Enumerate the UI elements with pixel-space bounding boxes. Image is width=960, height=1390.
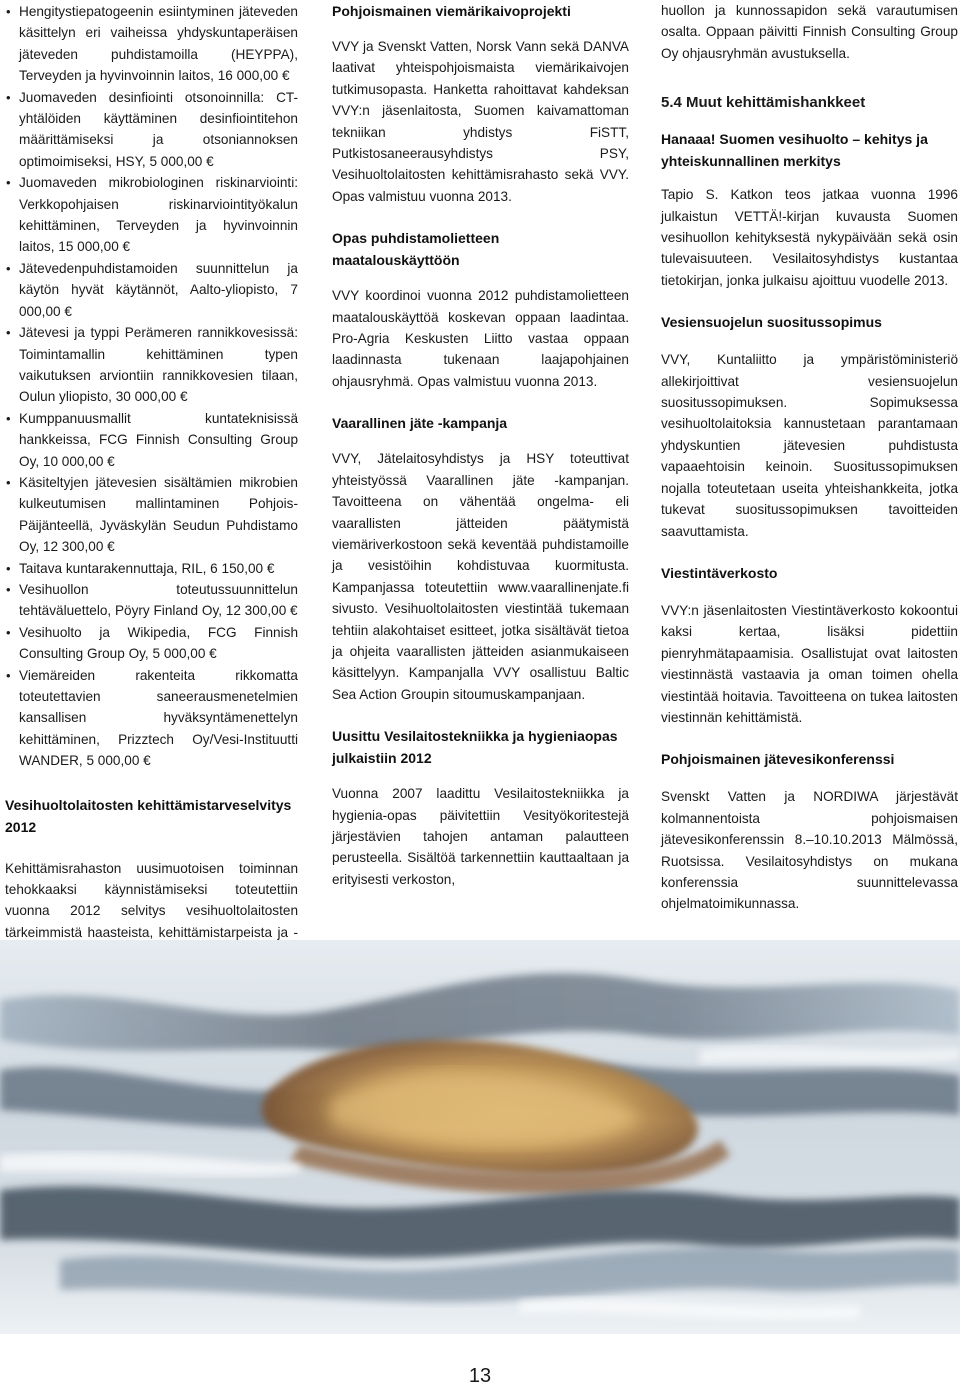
section-heading: Pohjoismainen viemärikaivoprojekti: [332, 3, 571, 19]
list-item: • Taitava kuntarakennuttaja, RIL, 6 150,00 €: [5, 558, 298, 579]
list-item: • Vesihuolto ja Wikipedia, FCG Finnish Consulting Group Oy, 5 000,00 €: [5, 622, 298, 665]
section-body: VVY koordinoi vuonna 2012 puhdistamolietteen maatalouskäyttöä koskevan oppaan laadintaa. Pro-Agria Keskusten Liitto vastaa oppaan laadinnasta tukenaan laajapohjainen ohjausryhmä. Opas valmistuu vuonna 2013.: [332, 288, 629, 389]
section-heading: Vesihuoltolaitosten kehittämistarveselvitys 2012: [5, 796, 292, 835]
list-item: • Hengitystiepatogeenin esiintyminen jäteveden käsittelyn eri vaiheissa yhdyskuntaperäisen jäteveden puhdistamoilla (HEYPPA), Terveyden ja hyvinvoinnin laitos, 16 000,00 €: [5, 1, 298, 87]
continued-paragraph: huollon ja kunnossapidon sekä varautumisen osalta. Oppaan päivitti Finnish Consulting Group Oy ohjausryhmän avustuksella.: [661, 3, 958, 61]
section-heading: Vesiensuojelun suositussopimus: [661, 314, 882, 331]
column-right: [661, 0, 958, 915]
water-reflection-illustration: [0, 940, 960, 1334]
section-body: VVY ja Svenskt Vatten, Norsk Vann sekä DANVA laativat yhteispohjoismaista viemärikaivojen tutkimusopasta. Hanketta rahoittavat kahdeksan VVY:n jäsenlaitosta, Suomen kaivamattoman tekniikan yhdistys FiSTT, Putkistosaneerausyhdistys PSY, Vesihuoltolaitosten kehittämisrahasto sekä VVY. Opas valmistuu vuonna 2013.: [332, 39, 629, 204]
section-body: VVY, Jätelaitosyhdistys ja HSY toteuttivat yhteistyössä Vaarallinen jäte -kampanjan. Tavoitteena on vähentää ongelma- eli vaarallisten jätteiden päätymistä viemäriverkostoon sekä keventää puhdistamoille ja vesistöihin kohdistuvaa kuormitusta. Kampanjassa toteutettiin www.vaarallinenjate.fi sivusto. Vesihuoltolaitosten viestintää tukemaan tehtiin alakohtaiset esitteet, jotka sisältävät tietoa ja ohjeita vaarallisten jätteiden asianmukaiseen käsittelyyn. Kampanjalla VVY osallistuu Baltic Sea Action Groupin sitoumuskampanjaan.: [332, 451, 629, 702]
water-reflection-photo: [0, 940, 960, 1334]
section-body: VVY, Kuntaliitto ja ympäristöministeriö allekirjoittivat vesiensuojelun suositussopimuksen. Sopimuksessa vesihuoltolaitoksia kannustetaan parantamaan yhdyskuntien jätevesien puhdistusta vapaaehtoisin keinoin. Suositussopimuksen nojalla toteutetaan useita yhteishankkeita, jotka tukevat suositussopimuksen tavoitteiden saavuttamista.: [661, 352, 958, 539]
section-body: Svenskt Vatten ja NORDIWA järjestävät kolmannentoista pohjoismaisen jätevesikonferenssin 8.–10.10.2013 Mälmössä, Ruotsissa. Vesilaitosyhdistys on mukana konferenssia suunnittelevassa ohjelmatoimikunnassa.: [661, 789, 958, 912]
section-heading: Hanaaa! Suomen vesihuolto – kehitys ja yhteiskunnallinen merkitys: [661, 131, 928, 170]
section-heading: Pohjoismainen jätevesikonferenssi: [661, 751, 895, 768]
section-body: VVY:n jäsenlaitosten Viestintäverkosto kokoontui kaksi kertaa, lisäksi pidettiin pienryhmätapaamisia. Osallistujat ovat laitosten viestinnästä vastaavia ja oman toimen ohella viestintää hoitavia. Tavoitteena on tukea laitosten viestinnän kehittämistä.: [661, 602, 958, 725]
funded-projects-list: [5, 1, 298, 772]
list-item: • Juomaveden desinfiointi otsonoinnilla: CT-yhtälöiden käyttäminen desinfiointitehon määrittämiseksi ja otsoniannoksen optimoimiseksi, HSY, 5 000,00 €: [5, 87, 298, 173]
list-item: • Jätevesi ja typpi Perämeren rannikkovesissä: Toimintamallin kehittäminen typen vaikutuksen arviontiin rannikkovesien tilaan, Oulun yliopisto, 30 000,00 €: [5, 322, 298, 408]
section-body: Kehittämisrahaston uusimuotoisen toiminnan tehokkaaksi käynnistämiseksi toteutettiin vuonna 2012 selvitys vesihuoltolaitosten tärkeimmistä haasteista, kehittämistarpeista ja -: [5, 860, 298, 940]
section-heading: Vaarallinen jäte -kampanja: [332, 415, 508, 432]
list-item: • Kumppanuusmallit kuntateknisissä hankkeissa, FCG Finnish Consulting Group Oy, 10 000,00 €: [5, 408, 298, 472]
list-item: • Käsiteltyjen jätevesien sisältämien mikrobien kulkeutumisen mallintaminen Pohjois-Päijänteellä, Jyväskylän Seudun Puhdistamo Oy, 12 300,00 €: [5, 472, 298, 558]
chapter-heading: 5.4 Muut kehittämishankkeet: [661, 94, 866, 112]
page-number: 13: [468, 1365, 492, 1387]
list-item: • Viemäreiden rakenteita rikkomatta toteutettavien saneerausmenetelmien kansallisen hyväksyntämenettelyn kehittäminen, Prizztech Oy/Vesi-Instituutti WANDER, 5 000,00 €: [5, 665, 298, 772]
list-item: • Jätevedenpuhdistamoiden suunnittelun ja käytön hyvät käytännöt, Aalto-yliopisto, 7 000,00 €: [5, 258, 298, 322]
section-heading: Viestintäverkosto: [661, 564, 778, 581]
section-body: Vuonna 2007 laadittu Vesilaitostekniikka ja hygienia-opas päivitettiin Vesityökoritestejä järjestävien tahojen antaman palautteen perusteella. Sisältöä tarkennettiin kauttaaltaan ja erityisesti verkoston,: [332, 786, 629, 887]
list-item: • Juomaveden mikrobiologinen riskinarviointi: Verkkopohjaisen riskinarviointityökalun kehittäminen, Terveyden ja hyvinvoinnin laitos, 15 000,00 €: [5, 172, 298, 258]
section-body: Tapio S. Katkon teos jatkaa vuonna 1996 julkaistun VETTÄ!-kirjan kuvausta Suomen vesihuollon kehityksestä nykypäivään sekä osin tulevaisuuteen. Vesilaitosyhdistys kustantaa tietokirjan, jonka julkaisu ajoittuu vuodelle 2013.: [661, 187, 958, 288]
section-heading: Uusittu Vesilaitostekniikka ja hygieniaopas julkaistiin 2012: [332, 728, 618, 767]
column-left: [5, 0, 298, 986]
section-heading: Opas puhdistamolietteen maatalouskäyttöön: [332, 230, 500, 269]
column-middle: [332, 0, 629, 890]
list-item: • Vesihuollon toteutussuunnittelun tehtäväluettelo, Pöyry Finland Oy, 12 300,00 €: [5, 579, 298, 622]
